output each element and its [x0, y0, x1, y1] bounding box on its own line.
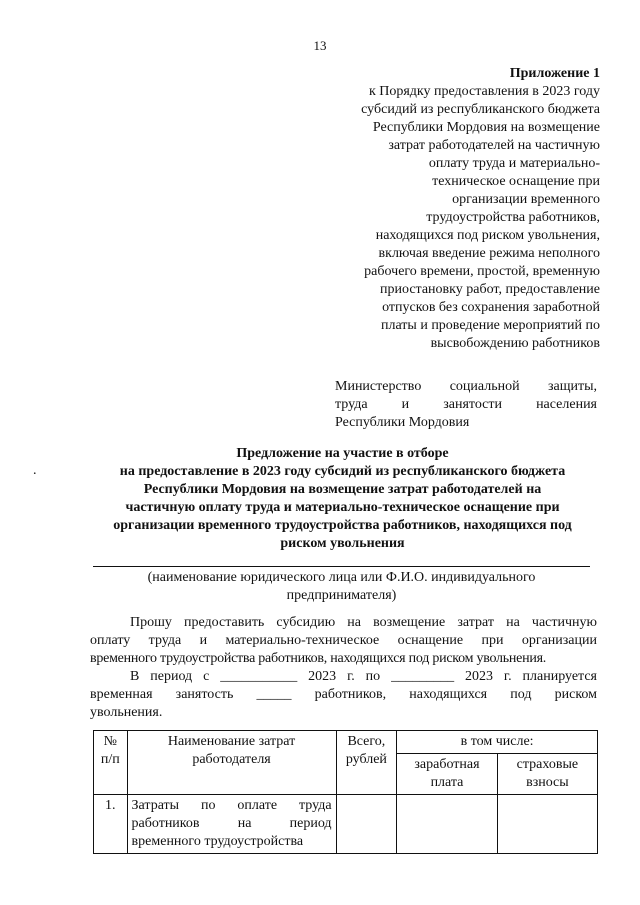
appendix-line: Республики Мордовия на возмещение: [372, 120, 600, 135]
appendix-line: приостановку работ, предоставление: [379, 282, 600, 297]
row-name: [127, 795, 336, 854]
appendix-line: субсидий из республиканского бюджета: [361, 102, 600, 117]
table-header-row: [94, 731, 598, 754]
name-fill-line: [93, 566, 590, 567]
header-total-line: Всего,: [347, 734, 386, 749]
header-insurance-line: взносы: [526, 775, 569, 790]
caption-line: предпринимателя): [286, 588, 397, 603]
request-line: оплату труда и материально-техническое оснащение при организации: [90, 633, 597, 648]
appendix-line: находящихся под риском увольнения,: [375, 228, 600, 243]
header-name-line: работодателя: [192, 752, 271, 767]
caption-line: (наименование юридического лица или Ф.И.О. индивидуального: [147, 570, 536, 585]
appendix-line: организации временного: [452, 192, 600, 207]
row-insurance[interactable]: [497, 795, 597, 854]
row-num: 1.: [94, 795, 128, 854]
name-caption: [93, 569, 590, 605]
appendix-line: затрат работодателей на частичную: [388, 138, 600, 153]
header-name-line: Наименование затрат: [167, 734, 296, 749]
row-name-line: Затраты по оплате труда: [131, 798, 332, 813]
appendix-line: техническое оснащение при: [432, 174, 600, 189]
header-salary-line: заработная: [414, 757, 480, 772]
header-insurance: [497, 754, 597, 795]
request-line: Прошу предоставить субсидию на возмещение затрат на частичную: [130, 615, 597, 630]
row-name-line: временного трудоустройства: [131, 834, 304, 849]
period-line: временная занятость _____ работников, находящихся под риском: [90, 687, 597, 702]
title-line: на предоставление в 2023 году субсидий из республиканского бюджета: [119, 464, 566, 479]
costs-table: [93, 730, 598, 854]
row-salary[interactable]: [397, 795, 498, 854]
page-number: 13: [313, 38, 327, 53]
request-line: временного трудоустройства работников, находящихся под риском увольнения.: [90, 651, 547, 666]
row-total[interactable]: [336, 795, 397, 854]
title-line: Предложение на участие в отборе: [236, 446, 449, 461]
header-insurance-line: страховые: [516, 757, 579, 772]
recipient-block: [335, 378, 597, 432]
header-num-line: п/п: [100, 752, 120, 767]
header-num: [94, 731, 128, 795]
appendix-line: высвобождению работников: [430, 336, 600, 351]
title-line: риском увольнения: [280, 536, 405, 551]
appendix-line: платы и проведение мероприятий по: [380, 318, 600, 333]
appendix-line: рабочего времени, простой, временную: [364, 264, 600, 279]
row-name-line: работников на период: [131, 816, 332, 831]
recipient-line: труда и занятости населения: [335, 397, 597, 412]
appendix-line: к Порядку предоставления в 2023 году: [368, 84, 600, 99]
document-title: [90, 445, 595, 553]
appendix-line: оплату труда и материально-: [428, 156, 600, 171]
title-line: частичную оплату труда и материально-техническое оснащение при: [125, 500, 560, 515]
header-total: [336, 731, 397, 795]
appendix-block: [338, 65, 600, 353]
appendix-heading: Приложение 1: [509, 66, 600, 81]
appendix-line: отпусков без сохранения заработной: [382, 300, 600, 315]
recipient-line: Республики Мордовия: [335, 415, 470, 430]
title-line: организации временного трудоустройства работников, находящихся под: [113, 518, 572, 533]
title-line: Республики Мордовия на возмещение затрат работодателей на: [143, 482, 542, 497]
header-num-line: №: [103, 734, 117, 749]
period-line: увольнения.: [90, 705, 163, 720]
header-including: в том числе:: [397, 731, 598, 754]
table-row: [94, 795, 598, 854]
request-text: [90, 614, 597, 722]
stray-mark: .: [33, 463, 37, 478]
recipient-line: Министерство социальной защиты,: [335, 379, 597, 394]
header-salary-line: плата: [430, 775, 464, 790]
header-total-line: рублей: [345, 752, 387, 767]
header-salary: [397, 754, 498, 795]
period-line: В период с ___________ 2023 г. по _________ 2023 г. планируется: [130, 669, 597, 684]
appendix-line: включая введение режима неполного: [378, 246, 600, 261]
appendix-line: трудоустройства работников,: [426, 210, 600, 225]
header-name: [127, 731, 336, 795]
